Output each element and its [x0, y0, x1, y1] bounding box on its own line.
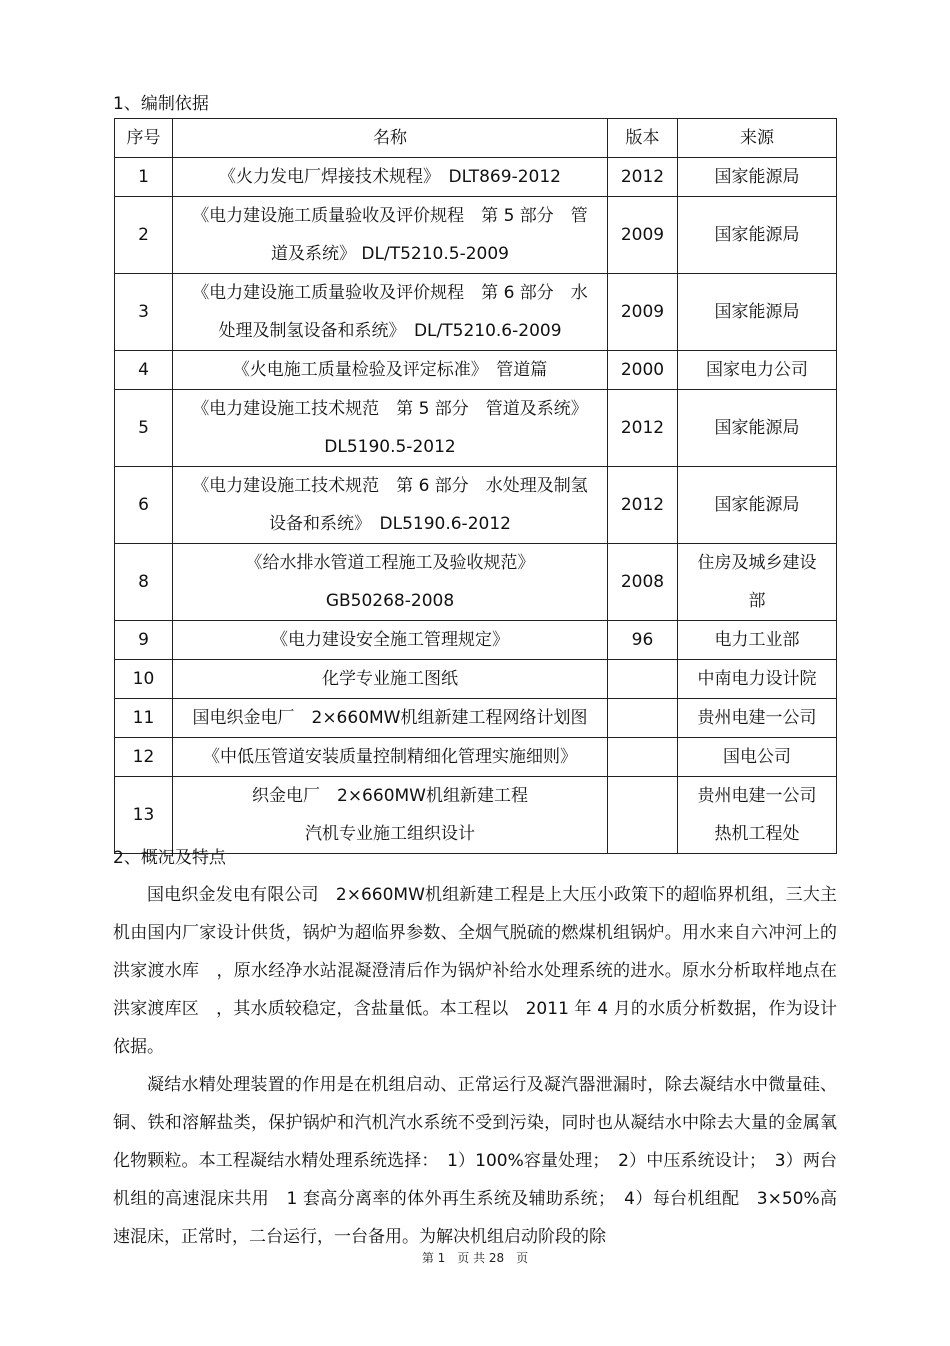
cell-name: 《电力建设安全施工管理规定》 [173, 621, 608, 660]
cell-source: 住房及城乡建设 部 [678, 544, 837, 621]
cell-version [608, 699, 678, 738]
cell-no: 3 [115, 274, 173, 351]
table-row [115, 158, 837, 197]
cell-no: 1 [115, 158, 173, 197]
cell-version: 2012 [608, 390, 678, 467]
cell-version: 2012 [608, 467, 678, 544]
table-row [115, 544, 837, 621]
table-row [115, 660, 837, 699]
cell-source: 贵州电建一公司 [678, 699, 837, 738]
cell-name: 《中低压管道安装质量控制精细化管理实施细则》 [173, 738, 608, 777]
cell-version: 2009 [608, 274, 678, 351]
cell-no: 8 [115, 544, 173, 621]
cell-name: 织金电厂 2×660MW机组新建工程 汽机专业施工组织设计 [173, 777, 608, 854]
table-row [115, 699, 837, 738]
cell-version: 2012 [608, 158, 678, 197]
cell-no: 9 [115, 621, 173, 660]
cell-version: 2008 [608, 544, 678, 621]
table-row [115, 197, 837, 274]
cell-no: 13 [115, 777, 173, 854]
cell-version [608, 660, 678, 699]
cell-name: 《火电施工质量检验及评定标准》 管道篇 [173, 351, 608, 390]
section-heading-overview: 2、概况及特点 [113, 848, 226, 868]
table-row [115, 621, 837, 660]
cell-source: 国家电力公司 [678, 351, 837, 390]
header-no: 序号 [115, 119, 173, 158]
cell-version [608, 777, 678, 854]
cell-source: 国电公司 [678, 738, 837, 777]
cell-no: 5 [115, 390, 173, 467]
overview-paragraph-2: 凝结水精处理装置的作用是在机组启动、正常运行及凝汽器泄漏时，除去凝结水中微量硅、铜、铁和溶解盐类，保护锅炉和汽机汽水系统不受到污染，同时也从凝结水中除去大量的金属氧化物颗粒。本工程凝结水精处理系统选择： 1）100%容量处理； 2）中压系统设计； 3）两台机组的高速混床共用 1 套高分离率的体外再生系统及辅助系统； 4）每台机组配 3×50%高速混床，正常时，二台运行，一台备用。为解决机组启动阶段的除 [113, 1075, 837, 1247]
cell-no: 6 [115, 467, 173, 544]
table-row [115, 738, 837, 777]
cell-no: 11 [115, 699, 173, 738]
cell-version: 96 [608, 621, 678, 660]
cell-name: 《给水排水管道工程施工及验收规范》 GB50268-2008 [173, 544, 608, 621]
header-version: 版本 [608, 119, 678, 158]
page-footer: 第 1 页 共 28 页 [421, 1251, 529, 1265]
cell-name: 《火力发电厂焊接技术规程》 DLT869-2012 [173, 158, 608, 197]
cell-version: 2009 [608, 197, 678, 274]
overview-paragraph-1: 国电织金发电有限公司 2×660MW机组新建工程是上大压小政策下的超临界机组，三大主机由国内厂家设计供货，锅炉为超临界参数、全烟气脱硫的燃煤机组锅炉。用水来自六冲河上的洪家渡水库 ，原水经净水站混凝澄清后作为锅炉补给水处理系统的进水。原水分析取样地点在洪家渡库区 ，其水质较稳定，含盐量低。本工程以 2011 年 4 月的水质分析数据，作为设计依据。 [113, 885, 837, 1057]
table-row [115, 777, 837, 854]
cell-no: 4 [115, 351, 173, 390]
cell-source: 国家能源局 [678, 274, 837, 351]
table-header-row [115, 119, 837, 158]
reference-table [114, 118, 837, 854]
cell-name: 《电力建设施工技术规范 第 6 部分 水处理及制氢 设备和系统》 DL5190.6-2012 [173, 467, 608, 544]
header-name: 名称 [173, 119, 608, 158]
cell-source: 贵州电建一公司 热机工程处 [678, 777, 837, 854]
cell-no: 2 [115, 197, 173, 274]
cell-source: 国家能源局 [678, 467, 837, 544]
table-row [115, 390, 837, 467]
cell-source: 国家能源局 [678, 390, 837, 467]
cell-version [608, 738, 678, 777]
cell-source: 国家能源局 [678, 197, 837, 274]
cell-source: 中南电力设计院 [678, 660, 837, 699]
cell-name: 《电力建设施工技术规范 第 5 部分 管道及系统》 DL5190.5-2012 [173, 390, 608, 467]
cell-name: 《电力建设施工质量验收及评价规程 第 6 部分 水 处理及制氢设备和系统》 DL/T5210.6-2009 [173, 274, 608, 351]
cell-source: 国家能源局 [678, 158, 837, 197]
section-heading-basis: 1、编制依据 [113, 94, 209, 114]
header-source: 来源 [678, 119, 837, 158]
cell-source: 电力工业部 [678, 621, 837, 660]
table-body [115, 158, 837, 854]
cell-name: 《电力建设施工质量验收及评价规程 第 5 部分 管 道及系统》 DL/T5210.5-2009 [173, 197, 608, 274]
cell-name: 国电织金电厂 2×660MW机组新建工程网络计划图 [173, 699, 608, 738]
table-row [115, 274, 837, 351]
table-row [115, 467, 837, 544]
cell-name: 化学专业施工图纸 [173, 660, 608, 699]
cell-version: 2000 [608, 351, 678, 390]
cell-no: 10 [115, 660, 173, 699]
cell-no: 12 [115, 738, 173, 777]
table-row [115, 351, 837, 390]
